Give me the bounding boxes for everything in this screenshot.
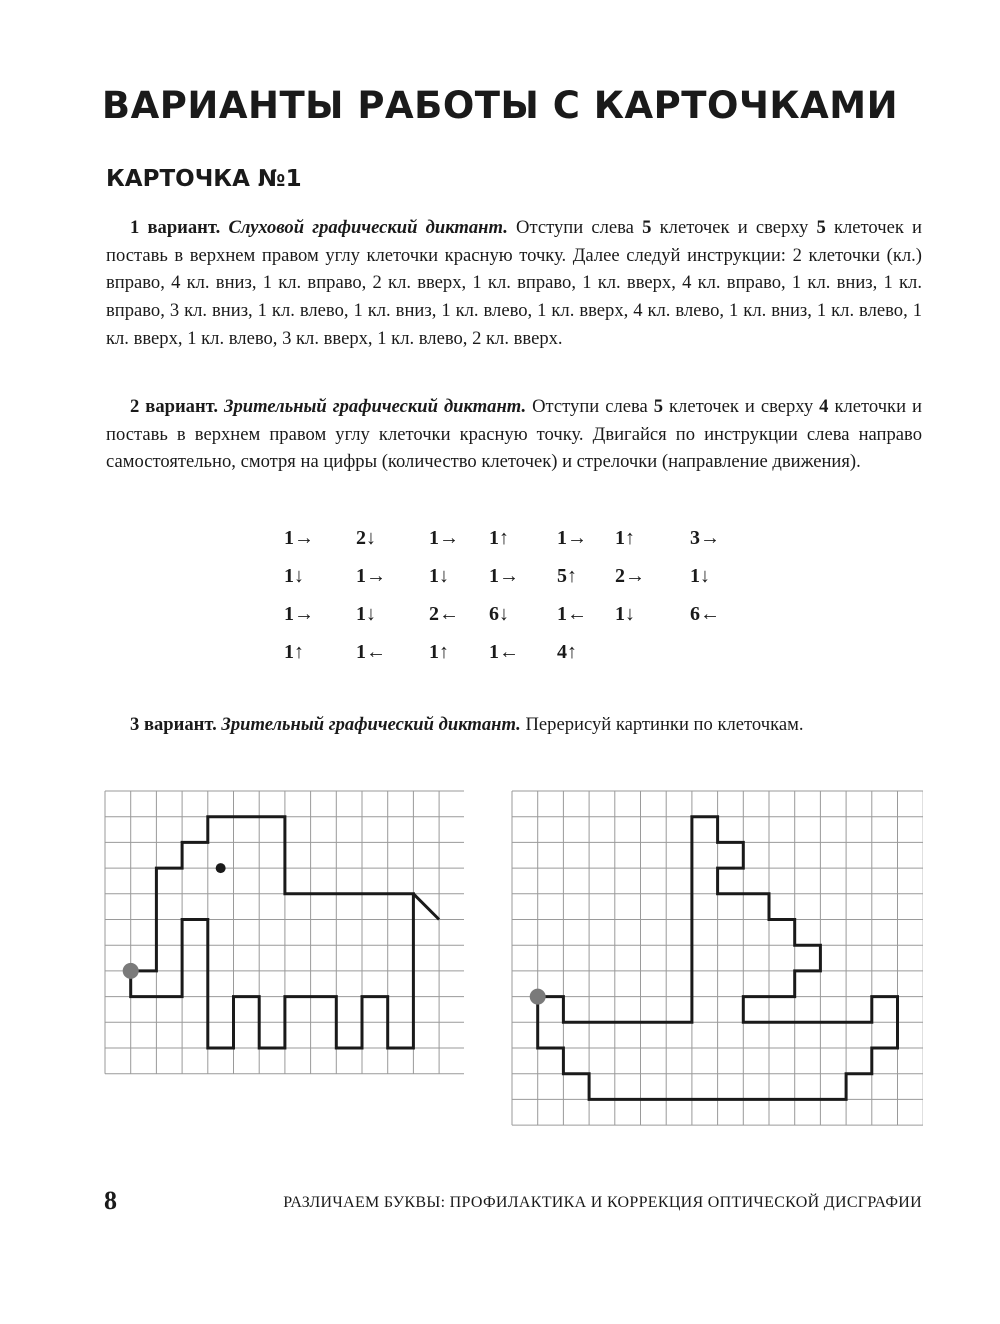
arrow-instruction: 1↓ bbox=[615, 603, 635, 625]
variant-1-paragraph bbox=[106, 214, 922, 353]
elephant-grid-figure bbox=[104, 790, 464, 1080]
variant-3-paragraph bbox=[106, 711, 922, 739]
card-title: КАРТОЧКА №1 bbox=[106, 166, 302, 192]
page-title: ВАРИАНТЫ РАБОТЫ С КАРТОЧКАМИ bbox=[101, 84, 899, 127]
arrow-instruction: 1↓ bbox=[429, 565, 449, 587]
arrow-instruction: 1↑ bbox=[284, 641, 304, 663]
arrow-instruction: 5↑ bbox=[557, 565, 577, 587]
variant-2-label: 2 вариант. bbox=[130, 396, 219, 417]
arrow-instruction: 1← bbox=[557, 603, 587, 625]
arrow-instruction: 1↓ bbox=[284, 565, 304, 587]
arrow-instruction: 1→ bbox=[557, 527, 587, 549]
arrow-instruction: 2↓ bbox=[356, 527, 376, 549]
arrow-instruction: 1← bbox=[489, 641, 519, 663]
swan-start-dot bbox=[530, 989, 546, 1005]
variant-1-label: 1 вариант. bbox=[130, 217, 221, 238]
arrow-instruction: 1↑ bbox=[615, 527, 635, 549]
arrow-instruction: 1→ bbox=[429, 527, 459, 549]
arrow-instruction: 1→ bbox=[284, 603, 314, 625]
variant-2-title: Зрительный графический диктант. bbox=[224, 396, 527, 417]
variant-1-num-left: 5 bbox=[642, 217, 652, 238]
elephant-trunk-line bbox=[413, 894, 439, 920]
variant-1-text-a: Отступи слева bbox=[507, 217, 643, 238]
variant-1-title: Слуховой графический диктант. bbox=[228, 217, 508, 238]
variant-1-text-b: клеточек и сверху bbox=[651, 217, 817, 238]
variant-2-text-c: клеточки и поставь в верхнем правом углу клеточки красную точку. Двигайся по инструкции слева направо самостоятельно, смотря на цифры (количество клеточек) и стрелочки (направление движения). bbox=[106, 396, 922, 473]
variant-2-text-a: Отступи слева bbox=[526, 396, 654, 417]
arrow-instruction: 2→ bbox=[615, 565, 645, 587]
variant-2-num-top: 4 bbox=[819, 396, 829, 417]
arrow-instruction: 6← bbox=[690, 603, 720, 625]
arrow-instruction: 4↑ bbox=[557, 641, 577, 663]
variant-3-title: Зрительный графический диктант. bbox=[221, 714, 521, 735]
arrow-instruction: 6↓ bbox=[489, 603, 509, 625]
arrow-instruction: 2← bbox=[429, 603, 459, 625]
elephant-start-dot bbox=[123, 963, 139, 979]
variant-2-paragraph bbox=[106, 393, 922, 476]
arrow-instruction: 1→ bbox=[356, 565, 386, 587]
arrow-instruction: 1↑ bbox=[429, 641, 449, 663]
elephant-outline bbox=[131, 817, 414, 1048]
arrow-instruction: 1↓ bbox=[690, 565, 710, 587]
arrow-instruction: 1← bbox=[356, 641, 386, 663]
book-title: РАЗЛИЧАЕМ БУКВЫ: ПРОФИЛАКТИКА И КОРРЕКЦИЯ ОПТИЧЕСКОЙ ДИСГРАФИИ bbox=[283, 1194, 922, 1211]
elephant-eye bbox=[216, 863, 226, 873]
variant-3-label: 3 вариант. bbox=[130, 714, 217, 735]
variant-2-text-b: клеточек и сверху bbox=[663, 396, 820, 417]
variant-2-num-left: 5 bbox=[653, 396, 664, 417]
arrow-instruction: 1→ bbox=[284, 527, 314, 549]
arrow-instruction: 3→ bbox=[690, 527, 720, 549]
swan-grid-figure bbox=[511, 790, 923, 1135]
arrow-instruction: 1↓ bbox=[356, 603, 376, 625]
page-number: 8 bbox=[104, 1186, 117, 1215]
arrow-instruction: 1→ bbox=[489, 565, 519, 587]
arrow-instruction: 1↑ bbox=[489, 527, 509, 549]
variant-3-text: Перерисуй картинки по клеточкам. bbox=[520, 714, 804, 735]
variant-1-num-top: 5 bbox=[816, 217, 826, 238]
variant-1-text-c: клеточек и поставь в верхнем правом углу клеточки красную точку. Далее следуй инструкции: 2 клеточки (кл.) вправо, 4 кл. вниз, 1 кл. вправо, 2 кл. вверх, 1 кл. вправо, 1 кл. вверх, 4 кл. вправо, 1 кл. вниз, 1 кл. вправо, 3 кл. вниз, 1 кл. влево, 1 кл. вниз, 1 кл. влево, 1 кл. вверх, 4 кл. влево, 1 кл. вниз, 1 кл. влево, 1 кл. вверх, 1 кл. влево, 3 кл. вверх, 1 кл. влево, 2 кл. вверх. bbox=[106, 217, 922, 349]
